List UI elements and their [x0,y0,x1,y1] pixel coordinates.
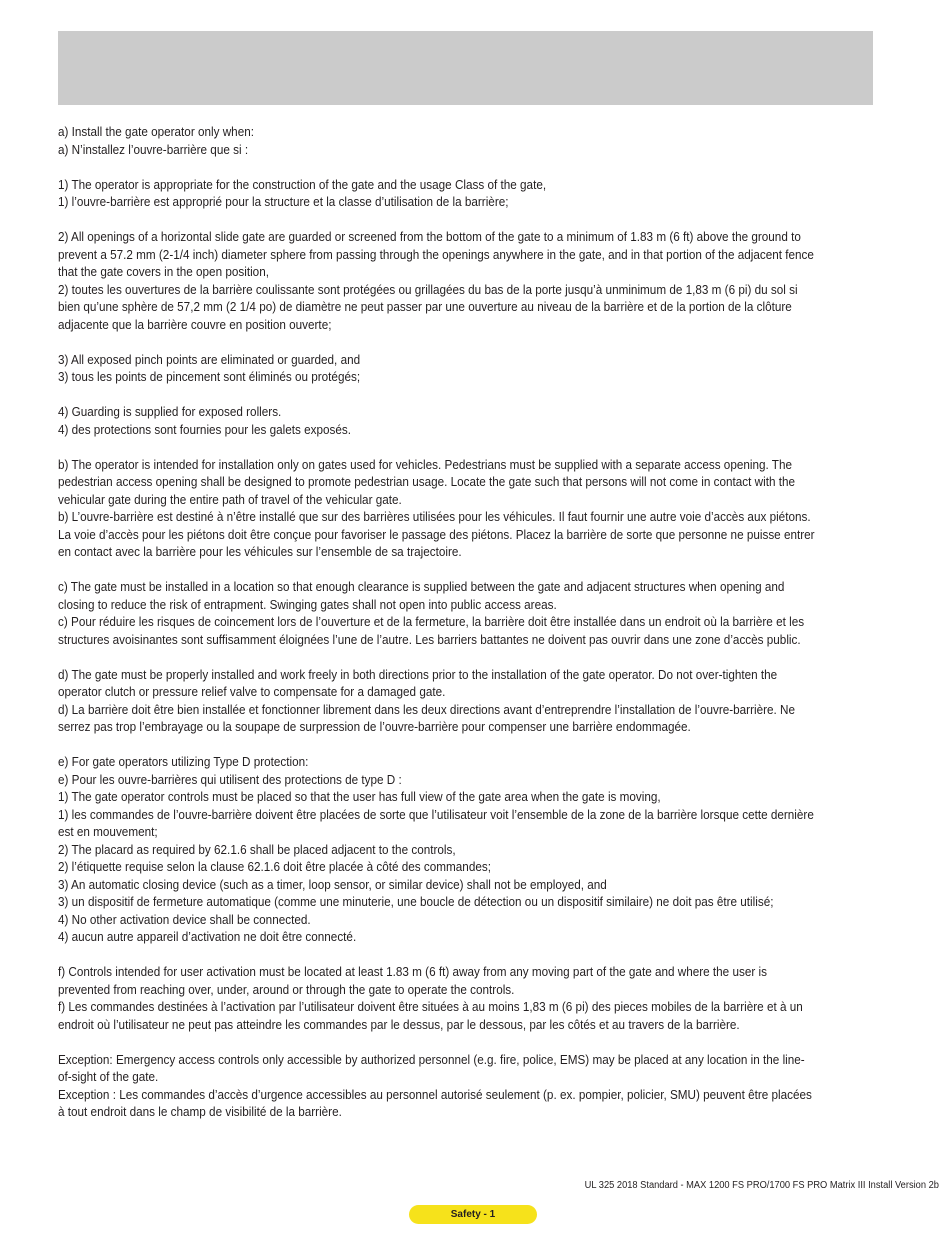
text-fr: 2) toutes les ouvertures de la barrière coulissante sont protégées ou grillagées du bas de la porte jusqu’à unminimum de 1,83 m (6 pi) du sol si bien qu’une sphère de 57,2 mm (2 1/4 po) de diamètre ne peut passer par une ouverture au niveau de la barrière et de la portion de la clôture adjacente que la barrière couvre en position ouverte; [58,282,798,332]
text-line: 4) aucun autre appareil d’activation ne doit être connecté. [58,930,357,944]
text-line: 1) The gate operator controls must be placed so that the user has full view of the gate area when the gate is moving, [58,790,661,804]
text-line: 3) un dispositif de fermeture automatique (comme une minuterie, une boucle de détection ou un dispositif similaire) ne doit pas être utilisé; [58,895,774,909]
text-en: d) The gate must be properly installed and work freely in both directions prior to the installation of the gate operator. Do not over-tighten the operator clutch or pressure relief valve to compensate for a damaged gate. [58,667,778,699]
header-band [58,31,873,105]
paragraph-c [58,579,817,649]
paragraph-f [58,964,817,1034]
text-en: 4) Guarding is supplied for exposed rollers. [58,405,282,419]
text-line: e) For gate operators utilizing Type D protection: [58,755,309,769]
text-en: a) Install the gate operator only when: [58,125,254,139]
text-en: f) Controls intended for user activation must be located at least 1.83 m (6 ft) away from any moving part of the gate and where the user is prevented from reaching over, under, around or through the gate to operate the controls. [58,965,767,997]
paragraph-a1 [58,177,817,212]
text-fr: 4) des protections sont fournies pour les galets exposés. [58,422,351,437]
text-fr: b) L’ouvre-barrière est destiné à n’être installé que sur des barrières utilisées pour les véhicules. Il faut fournir une autre voie d’accès aux piétons. La voie d’accès pour les piétons doit être conçue pour favoriser le passage des piétons. Placez la barrière de sorte que personne ne puisse entrer en contact avec la barrière pour les véhicules sur l’ensemble de sa trajectoire. [58,510,815,559]
text-fr: d) La barrière doit être bien installée et fonctionner librement dans les deux directions avant d’entreprendre l’installation de l’ouvre-barrière. Ne serrez pas trop l’embrayage ou la soupape de surpression de l’ouvre-barrière pour compenser une barrière endommagée. [58,702,795,734]
text-line: 2) The placard as required by 62.1.6 shall be placed adjacent to the controls, [58,842,456,857]
safety-content [58,124,817,1139]
text-en: c) The gate must be installed in a location so that enough clearance is supplied between the gate and adjacent structures when opening and closing to reduce the risk of entrapment. Swinging gates shall not open into public access areas. [58,580,785,612]
text-fr: f) Les commandes destinées à l’activation par l’utilisateur doivent être situées à au moins 1,83 m (6 pi) des pieces mobiles de la barrière et à un endroit où l’utilisateur ne peut pas atteindre les commandes par le dessus, par le dessous, par les côtés et au travers de la barrière. [58,1000,803,1032]
text-en: 3) All exposed pinch points are eliminated or guarded, and [58,352,361,367]
text-line: e) Pour les ouvre-barrières qui utilisent des protections de type D : [58,772,402,787]
text-en: b) The operator is intended for installation only on gates used for vehicles. Pedestrians must be supplied with a separate access opening. The pedestrian access opening shall be designed to promote pedestrian usage. Locate the gate such that persons will not come in contact with the vehicular gate during the entire path of travel of the vehicular gate. [58,457,796,507]
page-number-badge: Safety - 1 [409,1205,537,1224]
paragraph-e [58,754,817,947]
paragraph-a2 [58,229,817,334]
text-line: 1) les commandes de l’ouvre-barrière doivent être placées de sorte que l’utilisateur voit l’ensemble de la zone de la barrière lorsque cette dernière est en mouvement; [58,807,814,839]
paragraph-exception [58,1052,817,1122]
paragraph-a [58,124,817,159]
text-fr: 3) tous les points de pincement sont éliminés ou protégés; [58,370,361,384]
paragraph-a3 [58,352,817,387]
footer-doc-info: UL 325 2018 Standard - MAX 1200 FS PRO/1700 FS PRO Matrix III Install Version 2b [584,1180,939,1191]
text-line: 2) l’étiquette requise selon la clause 62.1.6 doit être placée à côté des commandes; [58,860,491,874]
paragraph-b [58,457,817,562]
text-fr: a) N’installez l’ouvre-barrière que si : [58,142,249,157]
paragraph-a4 [58,404,817,439]
text-line: 4) No other activation device shall be connected. [58,912,311,927]
text-fr: c) Pour réduire les risques de coincement lors de l’ouverture et de la fermeture, la barrière doit être installée dans un endroit où la barrière et les structures avoisinantes sont suffisamment éloignées l’une de l’autre. Les barriers battantes ne doivent pas ouvrir dans une zone d’accès public. [58,615,805,647]
text-fr: Exception : Les commandes d’accès d’urgence accessibles au personnel autorisé seulement (p. ex. pompier, policier, SMU) peuvent être placées à tout endroit dans le champ de visibilité de la barrière. [58,1087,812,1119]
text-fr: 1) l’ouvre-barrière est approprié pour la structure et la classe d’utilisation de la barrière; [58,195,509,209]
paragraph-d [58,667,817,737]
text-line: 3) An automatic closing device (such as a timer, loop sensor, or similar device) shall not be employed, and [58,877,607,892]
text-en: 1) The operator is appropriate for the construction of the gate and the usage Class of the gate, [58,177,547,192]
text-en: 2) All openings of a horizontal slide gate are guarded or screened from the bottom of the gate to a minimum of 1.83 m (6 ft) above the ground to prevent a 57.2 mm (2-1/4 inch) diameter sphere from passing through the openings anywhere in the gate, and in that portion of the adjacent fence that the gate covers in the open position, [58,230,814,279]
text-en: Exception: Emergency access controls only accessible by authorized personnel (e.g. fire, police, EMS) may be placed at any location in the line-of-sight of the gate. [58,1052,805,1084]
